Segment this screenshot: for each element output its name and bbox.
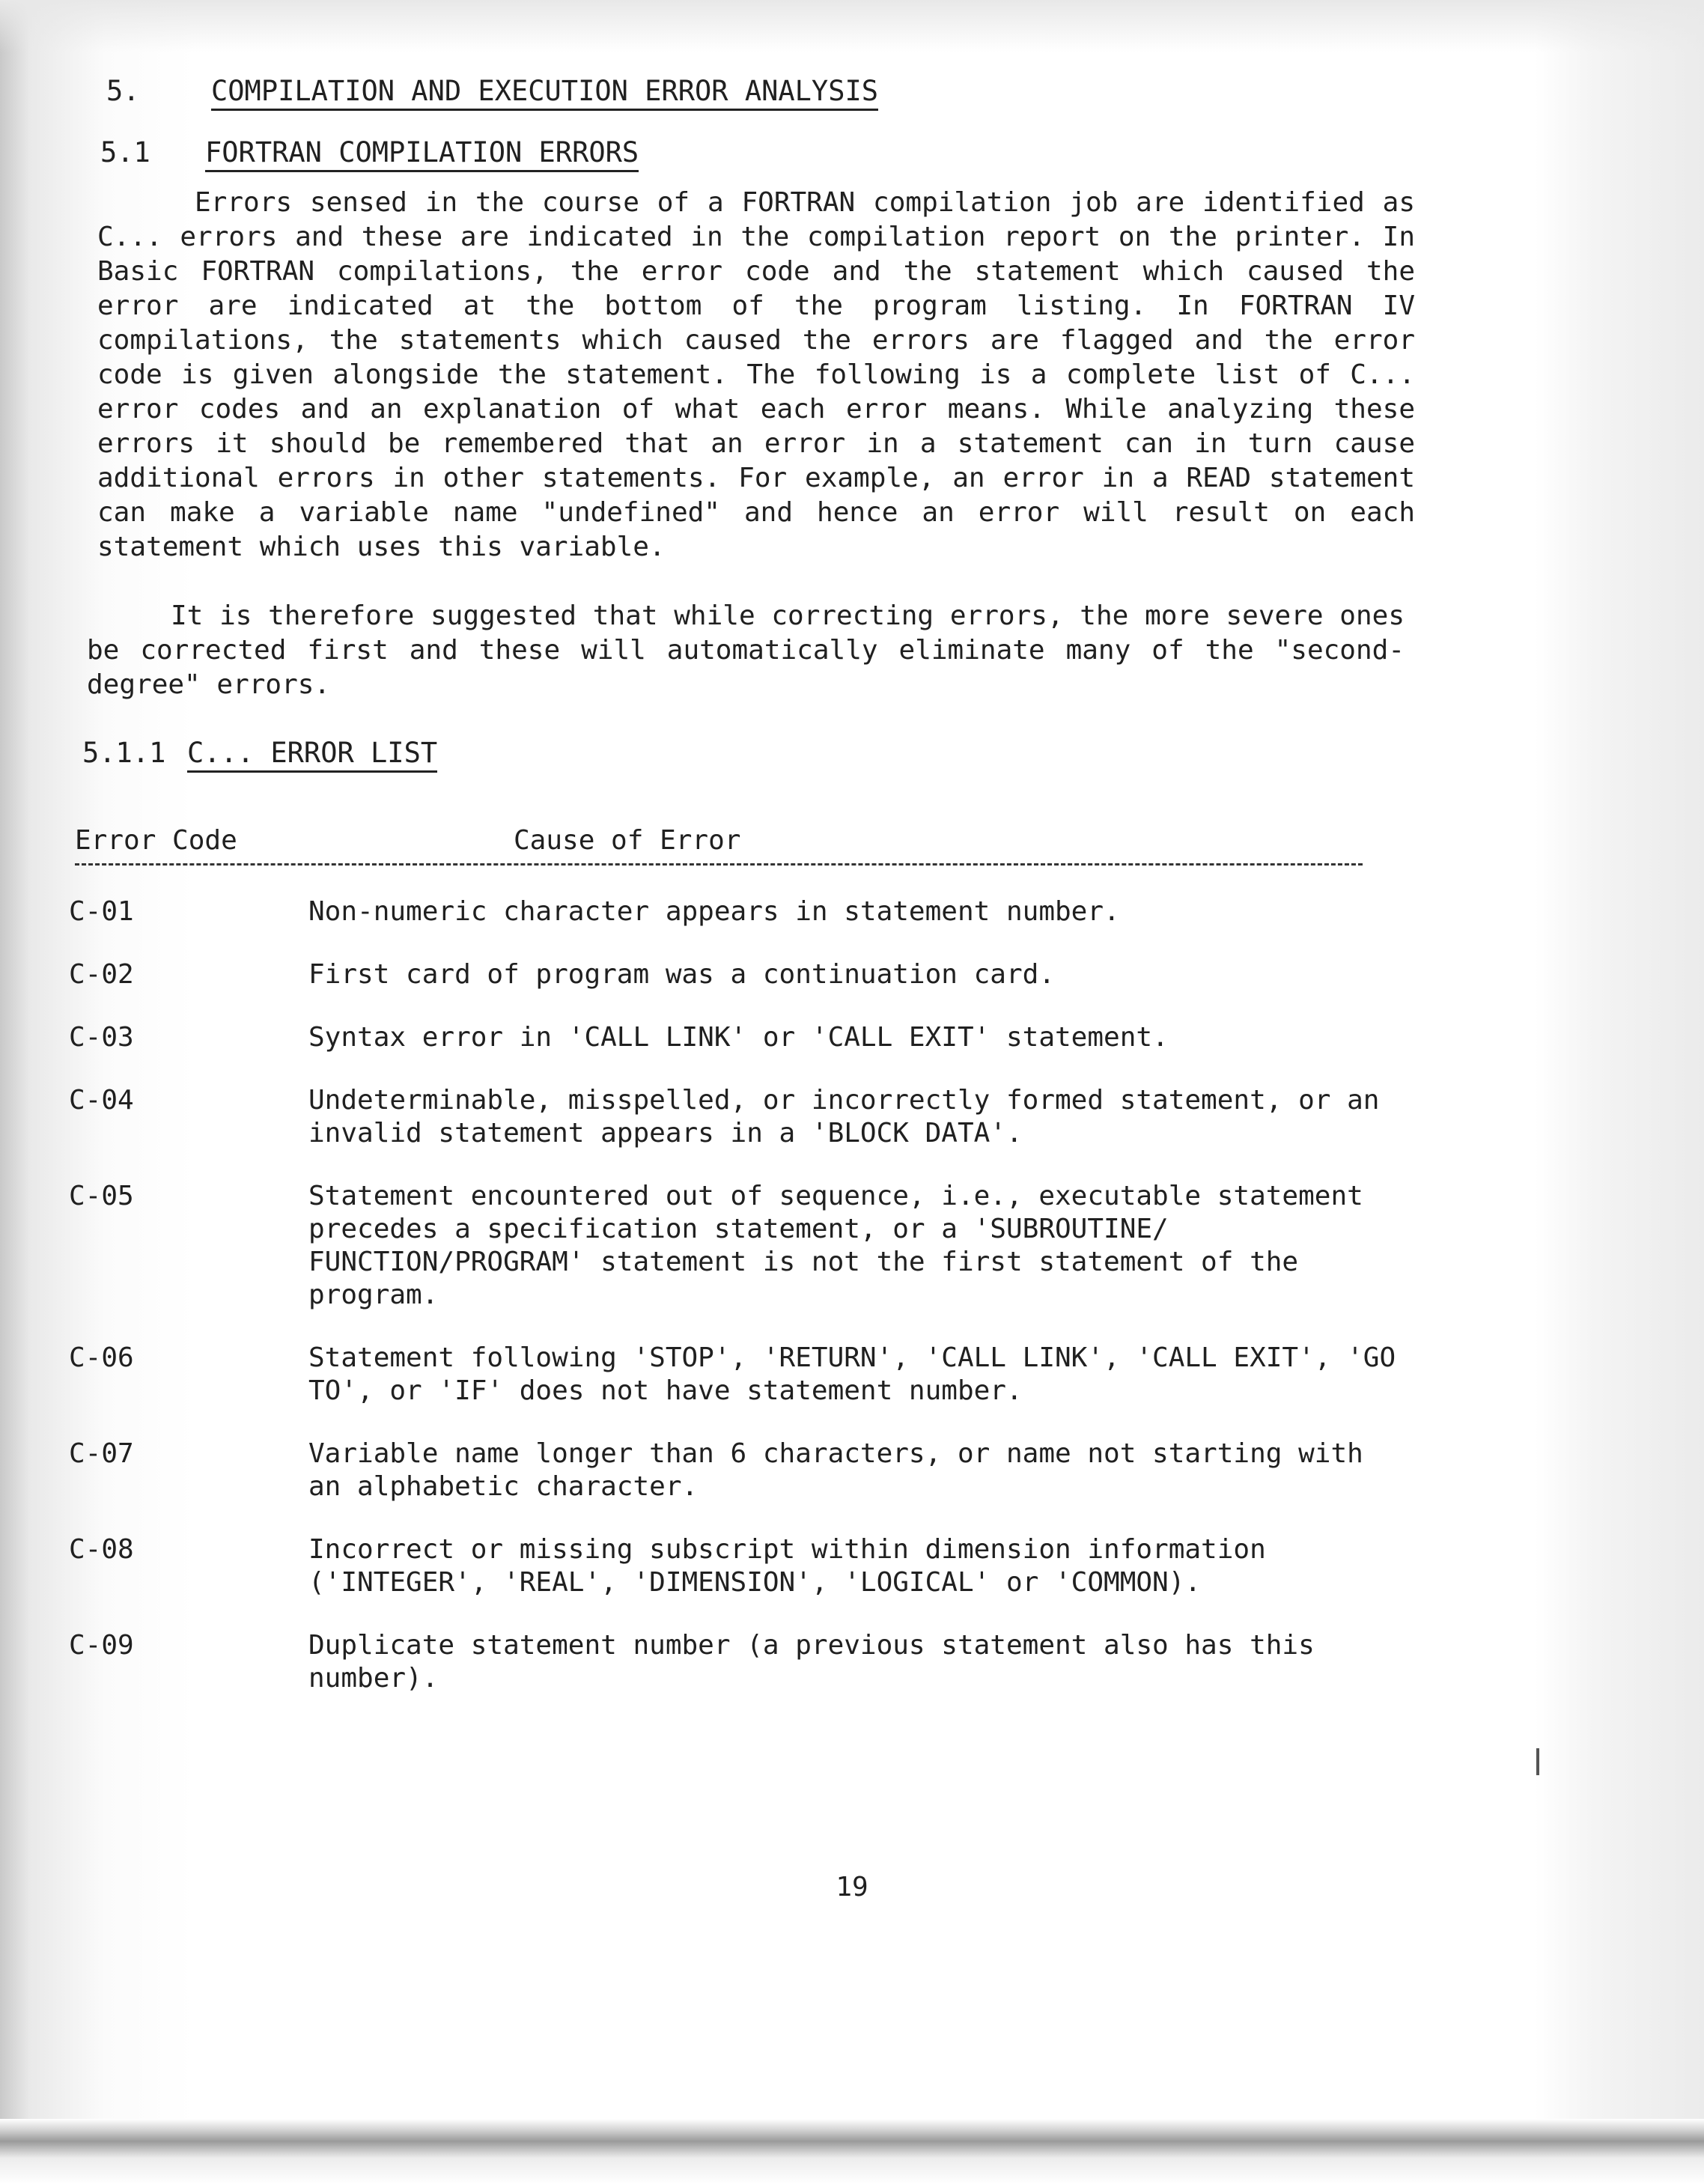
section-heading (106, 75, 1422, 111)
header-cause-of-error: Cause of Error (514, 825, 741, 856)
error-cause: Statement following 'STOP', 'RETURN', 'CALL LINK', 'CALL EXIT', 'GO TO', or 'IF' does not have statement number. (308, 1342, 1396, 1406)
error-cause: Incorrect or missing subscript within dimension information ('INTEGER', 'REAL', 'DIMENSION', 'LOGICAL' or 'COMMON). (308, 1534, 1266, 1598)
error-cause: Syntax error in 'CALL LINK' or 'CALL EXIT' statement. (308, 1022, 1169, 1053)
table-row (69, 895, 1422, 928)
section-number: 5. (106, 75, 140, 107)
error-table-header (75, 825, 1363, 866)
advice-paragraph: It is therefore suggested that while correcting errors, the more severe ones be corrected first and these will automatically eliminate many of the "second-degree" errors. (87, 600, 1405, 700)
subsubsection-title: C... ERROR LIST (187, 737, 437, 773)
error-code: C-03 (69, 1022, 134, 1053)
subsection-title: FORTRAN COMPILATION ERRORS (205, 136, 639, 172)
table-row (69, 1180, 1422, 1312)
table-row (69, 1629, 1422, 1695)
margin-mark (1536, 1748, 1539, 1775)
subsection-heading (100, 136, 1422, 172)
top-scan-shadow (0, 0, 1704, 52)
table-row (69, 1342, 1422, 1408)
header-error-code: Error Code (75, 825, 237, 856)
error-code: C-07 (69, 1438, 134, 1469)
subsection-number: 5.1 (100, 136, 150, 168)
error-cause: Statement encountered out of sequence, i.e., executable statement precedes a specification statement, or a 'SUBROUTINE/ FUNCTION/PROGRAM' statement is not the first statement of the program. (308, 1181, 1363, 1310)
error-cause: Non-numeric character appears in statement number. (308, 896, 1120, 927)
page-content (69, 75, 1422, 1725)
error-table-rows (69, 895, 1422, 1695)
table-row (69, 1438, 1422, 1503)
error-code: C-08 (69, 1534, 134, 1565)
error-cause: Variable name longer than 6 characters, or name not starting with an alphabetic character. (308, 1438, 1363, 1502)
page-number: 19 (836, 1872, 868, 1902)
error-code: C-09 (69, 1630, 134, 1661)
error-code: C-06 (69, 1342, 134, 1373)
error-code: C-02 (69, 959, 134, 990)
table-row (69, 958, 1422, 991)
subsubsection-heading (82, 737, 1422, 773)
table-row (69, 1021, 1422, 1054)
bottom-scan-edge (0, 2119, 1704, 2184)
table-row (69, 1084, 1422, 1150)
subsubsection-number: 5.1.1 (82, 737, 166, 769)
error-code: C-04 (69, 1085, 134, 1116)
section-title: COMPILATION AND EXECUTION ERROR ANALYSIS (211, 75, 878, 111)
table-row (69, 1533, 1422, 1599)
error-cause: First card of program was a continuation card. (308, 959, 1055, 990)
error-code: C-01 (69, 896, 134, 927)
error-cause: Duplicate statement number (a previous statement also has this number). (308, 1630, 1315, 1694)
intro-paragraph: Errors sensed in the course of a FORTRAN compilation job are identified as C... errors and these are indicated in the compilation report on the printer. In Basic FORTRAN compilations, the error code and the statement which caused the error are indicated at the bottom of the program listing. In FORTRAN IV compilations, the statements which caused the errors are flagged and the error code is given alongside the statement. The following is a complete list of C... error codes and an explanation of what each error means. While analyzing these errors it should be remembered that an error in a statement can in turn cause additional errors in other statements. For example, an error in a READ statement can make a variable name "undefined" and hence an error will result on each statement which uses this variable. (97, 187, 1415, 562)
error-code: C-05 (69, 1181, 134, 1211)
error-cause: Undeterminable, misspelled, or incorrectly formed statement, or an invalid statement appears in a 'BLOCK DATA'. (308, 1085, 1380, 1149)
